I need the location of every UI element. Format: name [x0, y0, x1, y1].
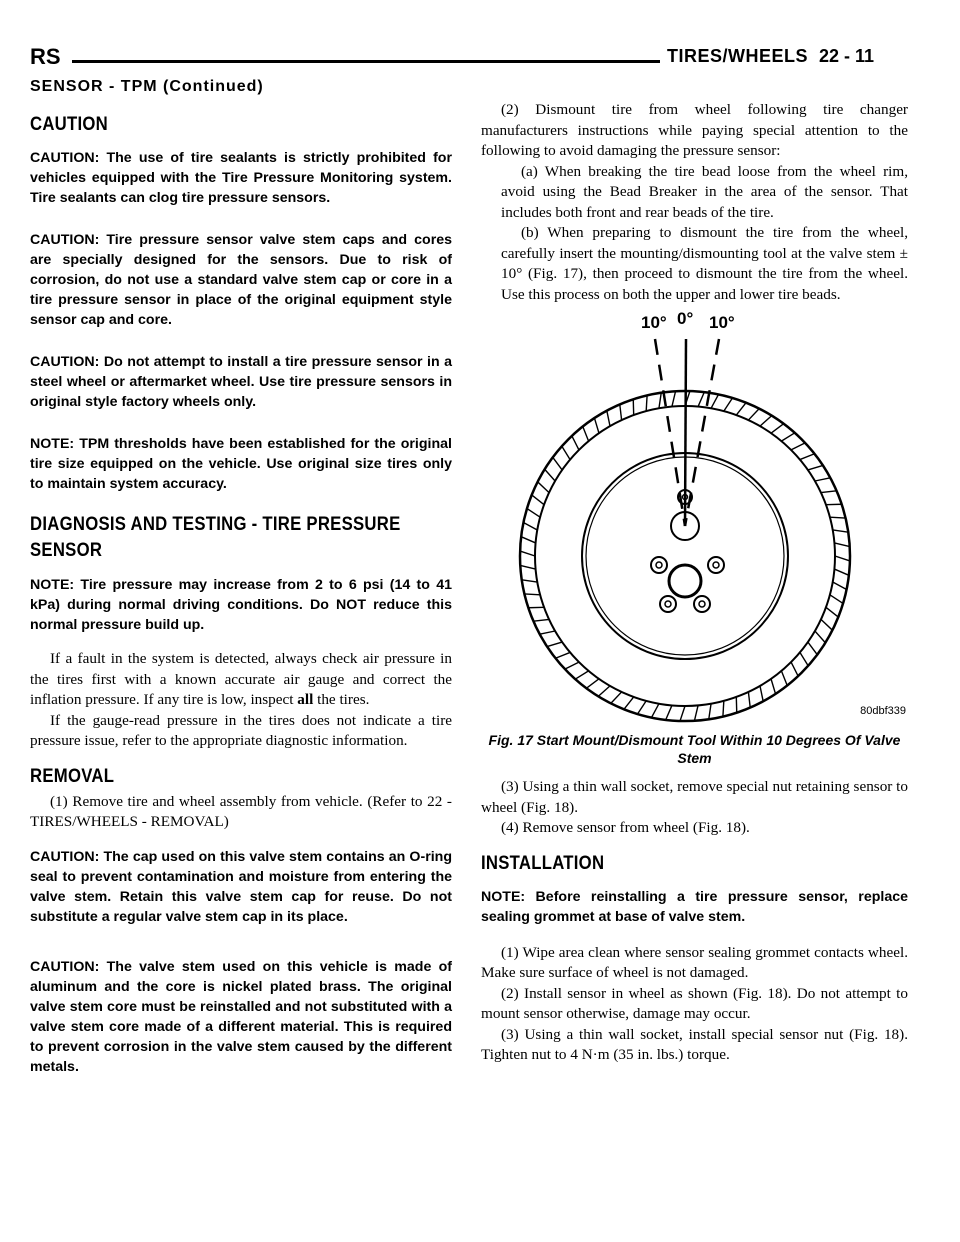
- note-tpm-thresholds: NOTE: TPM thresholds have been established for the original tire size equipped on the vehicle. Use original size tires only to maintain system accuracy.: [30, 436, 452, 492]
- removal-caution-valve-core: CAUTION: The valve stem used on this vehicle is made of aluminum and the core is nickel plated brass. The original valve stem core must be reinstalled and not substituted with a valve stem core made of a different material. This is required to prevent corrosion in the valve stem caused by the different metals.: [30, 958, 452, 1075]
- tread-mark: [680, 706, 685, 721]
- removal-step-1: (1) Remove tire and wheel assembly from vehicle. (Refer to 22 - TIRES/WHEELS - REMOVAL): [30, 792, 452, 831]
- tread-mark: [545, 469, 555, 481]
- header-section-title: TIRES/WHEELS: [666, 46, 808, 66]
- tread-mark: [594, 418, 599, 433]
- tread-mark: [724, 398, 733, 411]
- tread-mark: [815, 478, 830, 481]
- tread-mark: [711, 394, 718, 408]
- tread-mark: [555, 652, 570, 658]
- tread-mark: [800, 454, 815, 460]
- tread-mark: [694, 705, 698, 720]
- tread-mark: [533, 619, 549, 621]
- tread-mark: [781, 671, 787, 686]
- tread-mark: [520, 551, 535, 556]
- tread-mark: [821, 619, 832, 630]
- removal-step-4: (4) Remove sensor from wheel (Fig. 18).: [501, 819, 750, 836]
- tread-mark: [547, 642, 562, 647]
- tread-mark: [572, 436, 579, 450]
- tread-mark: [553, 457, 562, 470]
- tread-mark: [748, 409, 759, 420]
- tread-mark: [826, 607, 838, 617]
- tread-mark: [821, 491, 837, 493]
- caution-heading: CAUTION: [30, 114, 109, 135]
- tread-mark: [624, 697, 634, 709]
- running-head: SENSOR - TPM (Continued): [30, 78, 264, 95]
- installation-step-1: (1) Wipe area clean where sensor sealing grommet contacts wheel. Make sure surface of wheel is not damaged.: [481, 943, 908, 981]
- diagnosis-heading: DIAGNOSIS AND TESTING - TIRE PRESSURE SENSOR: [30, 514, 401, 561]
- removal-step-3: (3) Using a thin wall socket, remove special nut retaining sensor to wheel (Fig. 18).: [481, 778, 908, 816]
- tread-mark: [833, 530, 849, 532]
- tread-mark: [521, 537, 535, 543]
- caution-steel-wheel: CAUTION: Do not attempt to install a tire pressure sensor in a steel wheel or aftermarket wheel. Use tire pressure sensors in original style factory wheels only.: [30, 354, 452, 410]
- tread-mark: [834, 569, 848, 575]
- tread-mark: [760, 686, 763, 701]
- removal-heading: REMOVAL: [30, 765, 115, 787]
- tread-mark: [771, 679, 776, 694]
- tread-mark: [834, 543, 849, 547]
- tread-mark: [538, 482, 549, 493]
- tread-mark: [522, 580, 538, 582]
- tread-mark: [598, 686, 610, 696]
- tread-mark: [620, 404, 622, 420]
- tread-mark: [833, 582, 847, 589]
- tread-mark: [520, 565, 535, 569]
- tread-mark: [527, 509, 540, 518]
- tread-mark: [672, 391, 676, 406]
- tread-mark: [830, 517, 846, 518]
- left-column: [30, 100, 452, 1099]
- tread-mark: [830, 595, 843, 604]
- tread-mark: [586, 679, 599, 688]
- installation-heading: INSTALLATION: [481, 852, 605, 874]
- angle-label-center: 0°: [677, 309, 694, 328]
- emphasis-all: all: [297, 691, 314, 709]
- installation-step-2: (2) Install sensor in wheel as shown (Fig. 18). Do not attempt to mount sensor otherwise, damage may occur.: [481, 984, 908, 1022]
- tread-mark: [523, 522, 537, 529]
- tread-mark: [835, 556, 850, 561]
- caution-valve-stem-caps: CAUTION: Tire pressure sensor valve stem caps and cores are specially designed for the sensors. Due to risk of corrosion, do not use a standard valve stem cap or core in a tire pressure sensor in place of the original equipment style sensor cap and core.: [30, 232, 452, 328]
- removal-step-2: (2) Dismount tire from wheel following tire changer manufacturers instructions while paying special attention to the following to avoid damaging the pressure sensor:: [481, 101, 908, 159]
- tread-mark: [646, 395, 647, 411]
- removal-step-2a: (a) When breaking the tire bead loose from the wheel rim, avoid using the Bead Breaker in the area of the sensor. That includes both front and rear beads of the tire.: [501, 162, 908, 221]
- installation-note: NOTE: Before reinstalling a tire pressure sensor, replace sealing grommet at base of valve stem.: [481, 888, 908, 925]
- tread-mark: [565, 662, 579, 669]
- angle-label-left: 10°: [641, 313, 667, 332]
- tread-mark: [736, 403, 746, 415]
- tread-mark: [524, 594, 540, 595]
- tread-mark: [760, 416, 772, 426]
- tread-mark: [638, 701, 647, 714]
- installation-step-3: (3) Using a thin wall socket, install special sensor nut (Fig. 18). Tighten nut to 4 N·m (35 in. lbs.) torque.: [481, 1025, 908, 1063]
- tread-mark: [791, 443, 805, 450]
- header-model-code: RS: [30, 44, 61, 69]
- tread-mark: [532, 495, 544, 505]
- figure-id: 80dbf339: [860, 705, 906, 717]
- tread-mark: [748, 692, 750, 708]
- angle-label-right: 10°: [709, 313, 735, 332]
- figure-17: [481, 311, 908, 727]
- tread-mark: [607, 411, 610, 426]
- tread-mark: [808, 465, 823, 470]
- tread-mark: [808, 642, 817, 655]
- diagnosis-note: NOTE: Tire pressure may increase from 2 to 6 psi (14 to 41 kPa) during normal driving conditions. Do NOT reduce this normal pressure build up.: [30, 577, 452, 634]
- tread-mark: [723, 701, 724, 717]
- tread-mark: [791, 662, 798, 676]
- tread-mark: [562, 446, 570, 459]
- wheel-diagram: [481, 311, 908, 727]
- diagnosis-paragraph-1: If a fault in the system is detected, always check air pressure in the tires first with a known accurate air gauge and correct the inflation pressure. If any tire is low, inspect all the tires.: [30, 650, 452, 709]
- tread-mark: [666, 705, 672, 719]
- tread-mark: [815, 631, 825, 643]
- tread-mark: [575, 671, 588, 679]
- tread-mark: [659, 393, 661, 409]
- tread-mark: [771, 424, 784, 433]
- tread-mark: [800, 652, 808, 665]
- diagnosis-paragraph-2: If the gauge-read pressure in the tires does not indicate a tire pressure issue, refer to the appropriate diagnostic information.: [30, 711, 452, 750]
- tread-mark: [709, 704, 711, 720]
- figure-caption: Fig. 17 Start Mount/Dismount Tool Within 10 Degrees Of Valve Stem: [488, 732, 901, 766]
- removal-caution-cap: CAUTION: The cap used on this valve stem contains an O-ring seal to prevent contamination and moisture from entering the valve stem. Retain this valve stem cap for reuse. Do not substitute a regular valve stem cap in its place.: [30, 848, 452, 925]
- tread-mark: [540, 631, 555, 634]
- removal-step-2b: (b) When preparing to dismount the tire from the wheel, carefully insert the mounting/dismounting tool at the valve stem ± 10° (Fig. 17), then proceed to dismount the tire from the wheel. Use this process on both the upper and lower tire beads.: [501, 224, 908, 303]
- header-rule: [72, 60, 660, 63]
- tread-mark: [611, 692, 622, 703]
- caution-sealants: CAUTION: The use of tire sealants is strictly prohibited for vehicles equipped with the Tire Pressure Monitoring system. Tire sealants can clog tire pressure sensors.: [30, 150, 452, 206]
- right-column: [481, 100, 908, 1066]
- tread-mark: [781, 433, 794, 441]
- tread-mark: [698, 392, 704, 406]
- tread-mark: [583, 426, 589, 441]
- tread-mark: [651, 704, 658, 718]
- header-page-number: 22 - 11: [818, 46, 874, 66]
